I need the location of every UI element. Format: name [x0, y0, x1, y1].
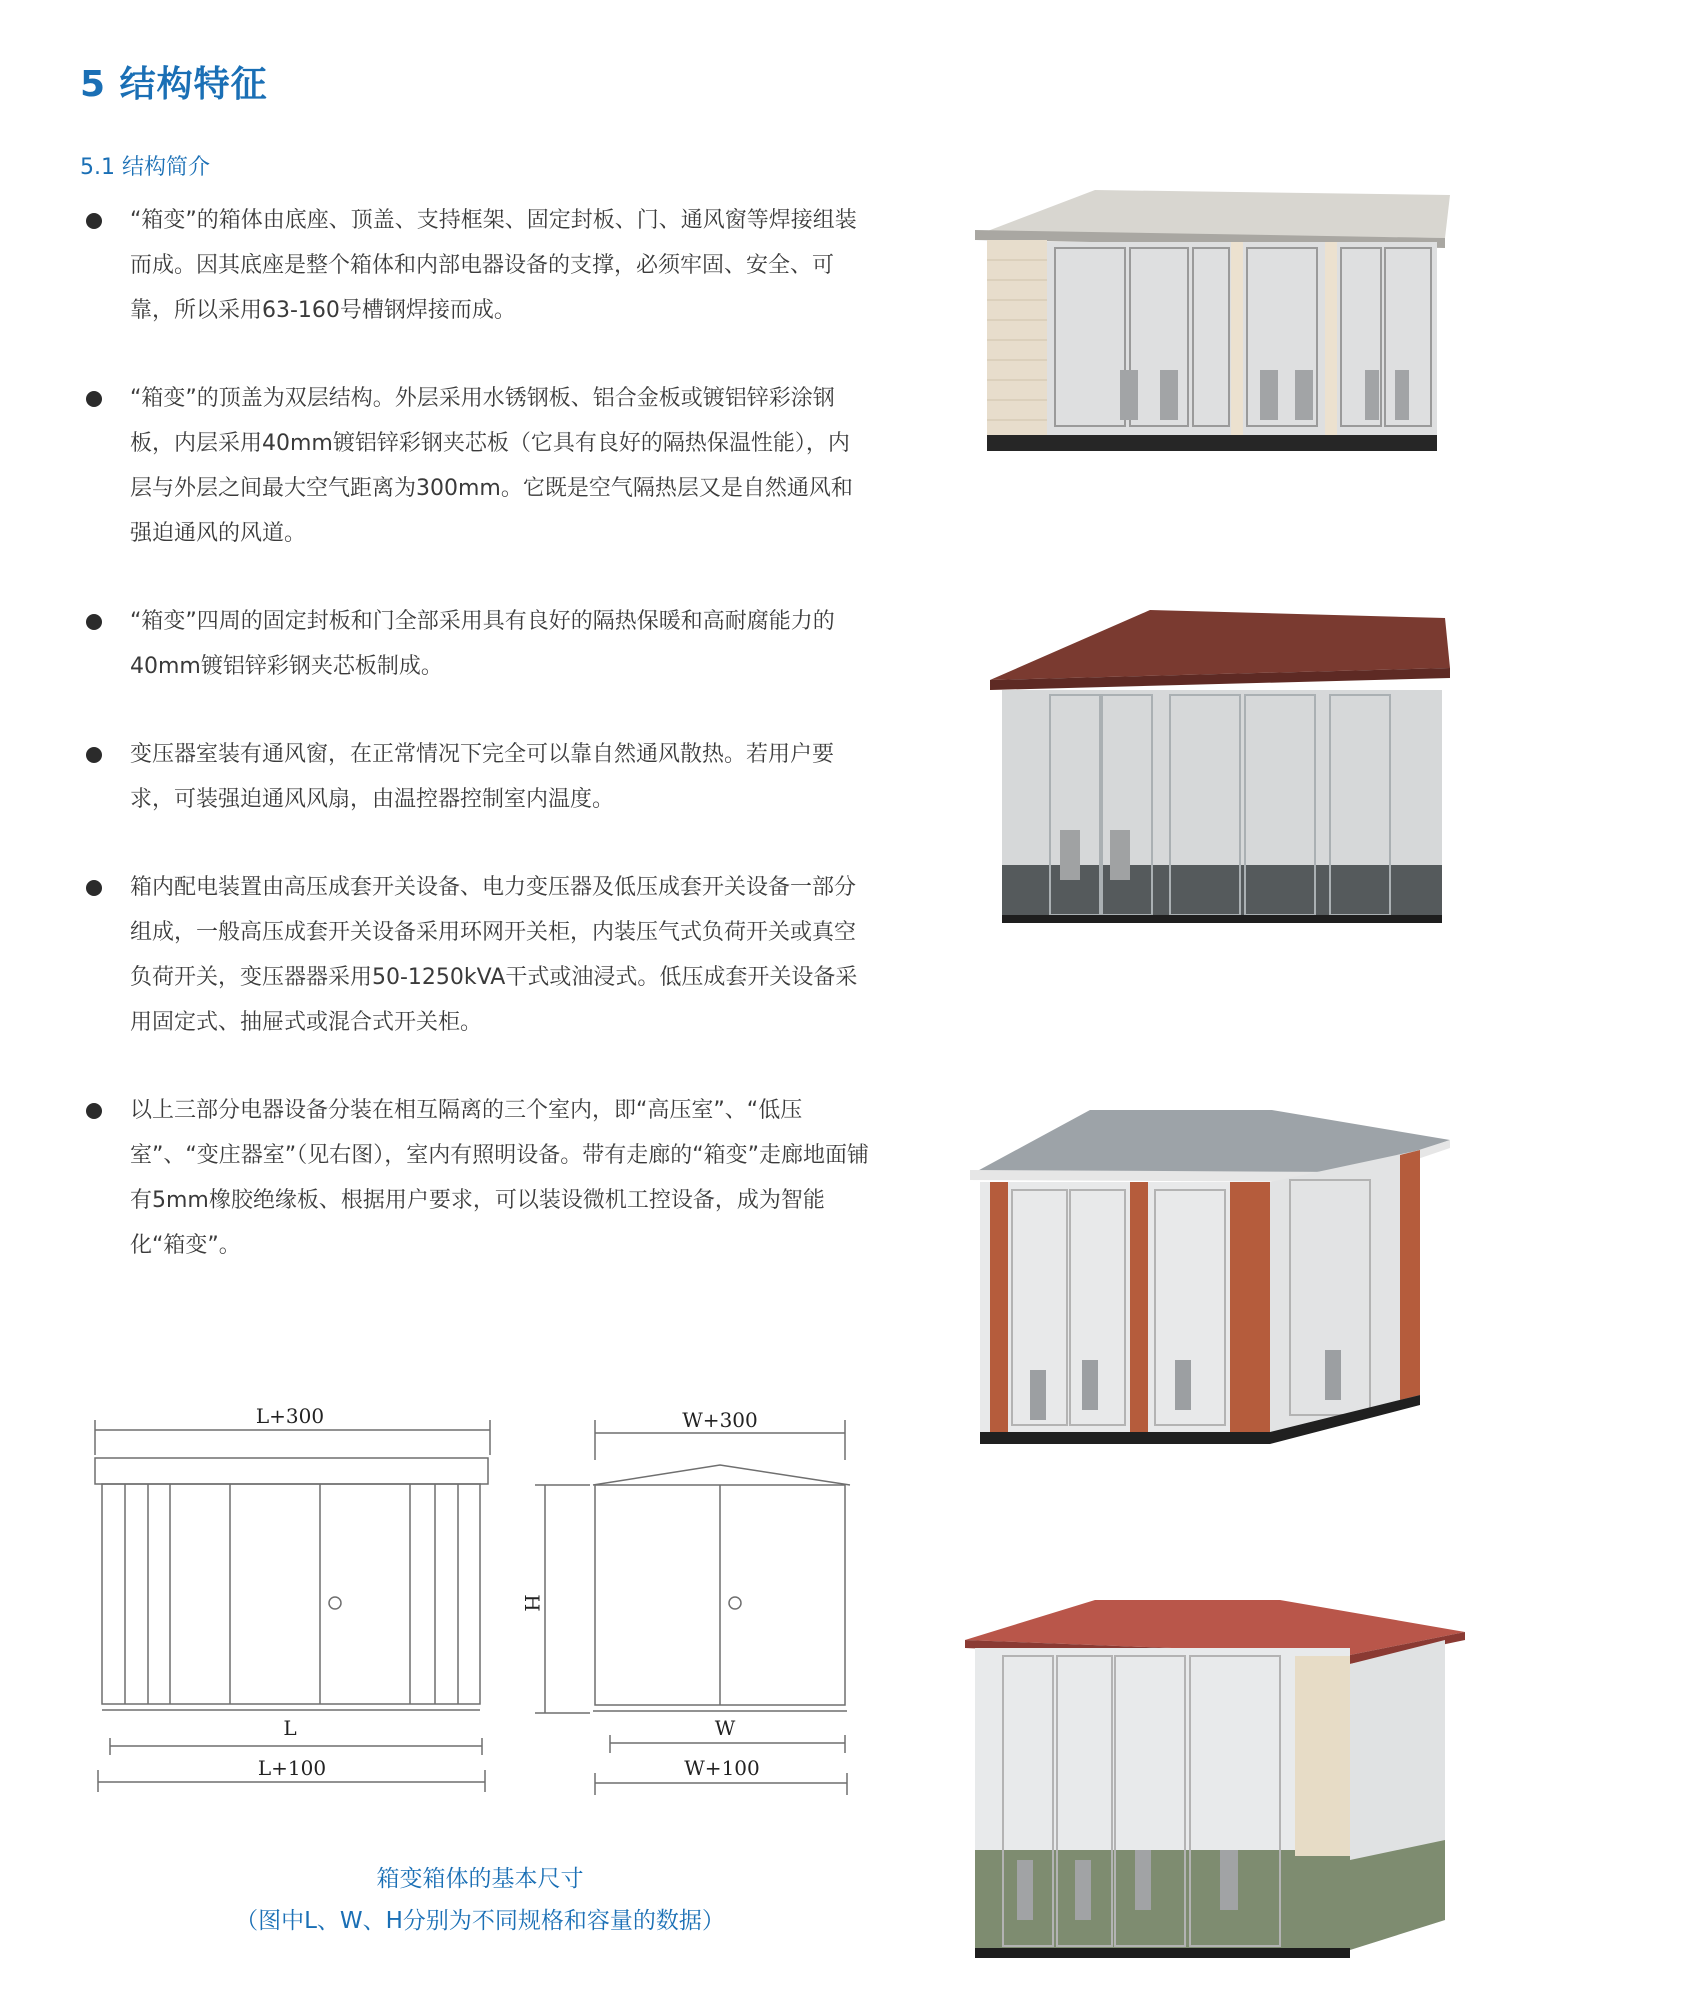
bullet-dot-icon [86, 614, 102, 630]
bullet-text: “箱变”的箱体由底座、顶盖、支持框架、固定封板、门、通风窗等焊接组装而成。因其底座是整个箱体和内部电器设备的支撑，必须牢固、安全、可靠，所以采用63-160号槽钢焊接而成。 [130, 208, 857, 323]
figure-caption: 箱变箱体的基本尺寸 [376, 1866, 584, 1892]
bullet-item [80, 376, 870, 556]
bullet-dot-icon [86, 213, 102, 229]
bullet-dot-icon [86, 391, 102, 407]
bullet-item [80, 1088, 870, 1268]
bullet-text: 箱内配电装置由高压成套开关设备、电力变压器及低压成套开关设备一部分组成，一般高压成套开关设备采用环网开关柜，内装压气式负荷开关或真空负荷开关，变压器器采用50-1250kVA干式或油浸式。低压成套开关设备采用固定式、抽屉式或混合式开关柜。 [130, 875, 858, 1035]
section-title: 5 结构特征 [80, 64, 268, 105]
dim-front-bottom: L+100 [257, 1756, 327, 1780]
bullet-list [80, 198, 870, 1268]
substation-photo-1 [975, 190, 1455, 460]
dim-front-inner: L [283, 1716, 297, 1740]
bullet-item [80, 198, 870, 333]
section-subtitle: 5.1 结构简介 [80, 155, 210, 180]
bullet-item [80, 865, 870, 1045]
bullet-text: 变压器室装有通风窗，在正常情况下完全可以靠自然通风散热。若用户要求，可装强迫通风风扇，由温控器控制室内温度。 [130, 742, 835, 812]
substation-photo-4 [965, 1600, 1465, 1980]
bullet-text: “箱变”四周的固定封板和门全部采用具有良好的隔热保暖和高耐腐能力的40mm镀铝锌彩钢夹芯板制成。 [130, 609, 835, 679]
bullet-text: “箱变”的顶盖为双层结构。外层采用水锈钢板、铝合金板或镀铝锌彩涂钢板，内层采用40mm镀铝锌彩钢夹芯板（它具有良好的隔热保温性能），内层与外层之间最大空气距离为300mm。它既是空气隔热层又是自然通风和强迫通风的风道。 [130, 386, 853, 546]
dim-side-top: W+300 [682, 1408, 758, 1432]
dim-side-inner: W [714, 1716, 736, 1740]
bullet-dot-icon [86, 1103, 102, 1119]
dim-side-bottom: W+100 [684, 1756, 760, 1780]
dim-height: H [520, 1594, 544, 1612]
bullet-dot-icon [86, 747, 102, 763]
dim-front-top: L+300 [255, 1405, 325, 1428]
bullet-item [80, 599, 870, 689]
bullet-item [80, 732, 870, 822]
substation-photo-3 [970, 1110, 1450, 1470]
substation-photo-2 [990, 600, 1460, 925]
figure-caption-note: （图中L、W、H分别为不同规格和容量的数据） [235, 1908, 725, 1934]
dimension-drawing [90, 1405, 870, 1825]
bullet-dot-icon [86, 880, 102, 896]
bullet-text: 以上三部分电器设备分装在相互隔离的三个室内，即“高压室”、“低压室”、“变庄器室”（见右图），室内有照明设备。带有走廊的“箱变”走廊地面铺有5mm橡胶绝缘板、根据用户要求，可以装设微机工控设备，成为智能化“箱变”。 [130, 1098, 869, 1258]
